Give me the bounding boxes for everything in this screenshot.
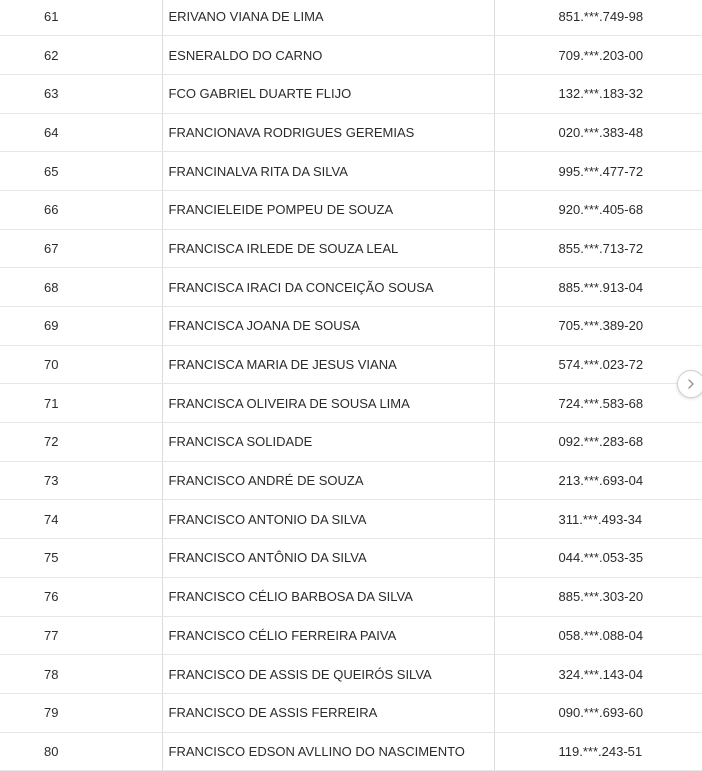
row-number: 67 [0, 229, 162, 268]
row-number: 69 [0, 307, 162, 346]
row-name: FRANCIONAVA RODRIGUES GEREMIAS [162, 113, 494, 152]
row-cpf: 724.***.583-68 [494, 384, 702, 423]
row-cpf: 574.***.023-72 [494, 345, 702, 384]
table-row [0, 616, 702, 655]
table-row [0, 345, 702, 384]
row-cpf: 709.***.203-00 [494, 36, 702, 75]
row-name: FRANCISCA OLIVEIRA DE SOUSA LIMA [162, 384, 494, 423]
row-name: FRANCISCO ANTÔNIO DA SILVA [162, 539, 494, 578]
row-name: FRANCINALVA RITA DA SILVA [162, 152, 494, 191]
row-cpf: 995.***.477-72 [494, 152, 702, 191]
row-number: 73 [0, 461, 162, 500]
row-cpf: 044.***.053-35 [494, 539, 702, 578]
row-number: 64 [0, 113, 162, 152]
row-name: FRANCISCO CÉLIO FERREIRA PAIVA [162, 616, 494, 655]
row-cpf: 058.***.088-04 [494, 616, 702, 655]
row-cpf: 324.***.143-04 [494, 655, 702, 694]
row-number: 79 [0, 693, 162, 732]
row-name: FRANCISCO DE ASSIS FERREIRA [162, 693, 494, 732]
row-cpf: 119.***.243-51 [494, 732, 702, 771]
row-number: 72 [0, 423, 162, 462]
row-number: 80 [0, 732, 162, 771]
table-row [0, 268, 702, 307]
row-number: 68 [0, 268, 162, 307]
table-row [0, 152, 702, 191]
table-row [0, 307, 702, 346]
row-cpf: 132.***.183-32 [494, 74, 702, 113]
row-name: FRANCIELEIDE POMPEU DE SOUZA [162, 190, 494, 229]
table-row [0, 74, 702, 113]
row-name: FRANCISCO ANTONIO DA SILVA [162, 500, 494, 539]
row-cpf: 885.***.303-20 [494, 577, 702, 616]
row-number: 65 [0, 152, 162, 191]
row-cpf: 851.***.749-98 [494, 0, 702, 36]
row-name: FRANCISCO DE ASSIS DE QUEIRÓS SILVA [162, 655, 494, 694]
next-button[interactable] [677, 370, 702, 398]
table-row [0, 229, 702, 268]
table-row [0, 577, 702, 616]
row-cpf: 855.***.713-72 [494, 229, 702, 268]
table-row [0, 0, 702, 36]
row-name: FRANCISCA JOANA DE SOUSA [162, 307, 494, 346]
table-row [0, 113, 702, 152]
row-name: FRANCISCA MARIA DE JESUS VIANA [162, 345, 494, 384]
table-row [0, 423, 702, 462]
row-cpf: 092.***.283-68 [494, 423, 702, 462]
table-row [0, 384, 702, 423]
row-name: ESNERALDO DO CARNO [162, 36, 494, 75]
row-name: FRANCISCO EDSON AVLLINO DO NASCIMENTO [162, 732, 494, 771]
row-number: 61 [0, 0, 162, 36]
table-row [0, 461, 702, 500]
row-cpf: 090.***.693-60 [494, 693, 702, 732]
table-row [0, 190, 702, 229]
row-number: 63 [0, 74, 162, 113]
row-cpf: 705.***.389-20 [494, 307, 702, 346]
row-name: FRANCISCO ANDRÉ DE SOUZA [162, 461, 494, 500]
row-name: FRANCISCA IRLEDE DE SOUZA LEAL [162, 229, 494, 268]
row-name: ERIVANO VIANA DE LIMA [162, 0, 494, 36]
table-row [0, 655, 702, 694]
row-number: 71 [0, 384, 162, 423]
row-number: 74 [0, 500, 162, 539]
row-name: FRANCISCA IRACI DA CONCEIÇÃO SOUSA [162, 268, 494, 307]
table-row [0, 732, 702, 771]
table-row [0, 36, 702, 75]
row-number: 62 [0, 36, 162, 75]
row-cpf: 020.***.383-48 [494, 113, 702, 152]
table-row [0, 539, 702, 578]
table-row [0, 693, 702, 732]
row-number: 78 [0, 655, 162, 694]
row-name: FCO GABRIEL DUARTE FLIJO [162, 74, 494, 113]
row-number: 76 [0, 577, 162, 616]
row-name: FRANCISCA SOLIDADE [162, 423, 494, 462]
row-cpf: 311.***.493-34 [494, 500, 702, 539]
row-number: 75 [0, 539, 162, 578]
row-cpf: 885.***.913-04 [494, 268, 702, 307]
row-name: FRANCISCO CÉLIO BARBOSA DA SILVA [162, 577, 494, 616]
row-number: 70 [0, 345, 162, 384]
row-cpf: 213.***.693-04 [494, 461, 702, 500]
row-cpf: 920.***.405-68 [494, 190, 702, 229]
row-number: 77 [0, 616, 162, 655]
chevron-right-icon [685, 378, 697, 390]
row-number: 66 [0, 190, 162, 229]
table-row [0, 500, 702, 539]
